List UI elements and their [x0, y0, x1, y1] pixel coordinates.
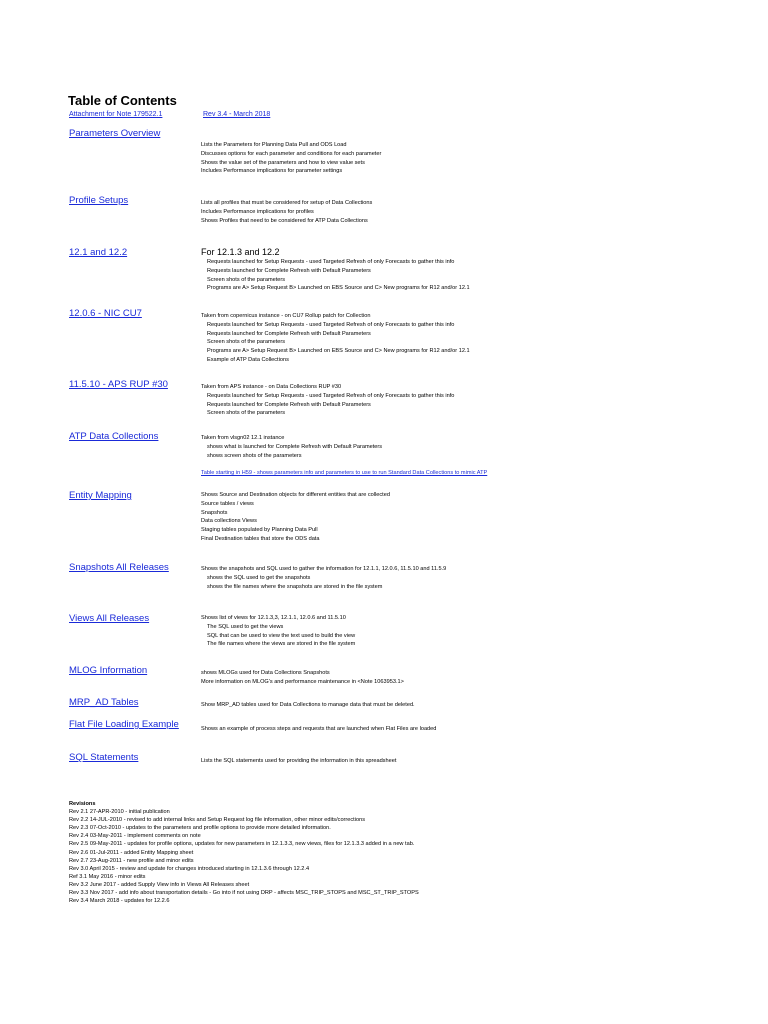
revision-item: Rev 3.2 June 2017 - added Supply View info in Views All Releases sheet — [69, 881, 250, 888]
revisions-title: Revisions — [69, 801, 96, 807]
description-line: Requests launched for Complete Refresh with Default Parameters — [207, 267, 371, 274]
description-line: Shows Profiles that need to be considered for ATP Data Collections — [201, 217, 368, 224]
description-line: Taken from vlsgn02 12.1 instance — [201, 435, 285, 441]
description-line: shows the SQL used to get the snapshots — [207, 574, 311, 581]
description-line: Taken from APS instance - on Data Collections RUP #30 — [201, 384, 342, 390]
description-line: Screen shots of the parameters — [207, 410, 286, 417]
description-line: Shows the snapshots and SQL used to gather the information for 12.1.1, 12.0.6, 11.5.10 and 11.5.9 — [201, 566, 447, 572]
description-line: Shows an example of process steps and requests that are launched when Flat Files are loaded — [201, 726, 437, 732]
description-line: Show MRP_AD tables used for Data Collections to manage data that must be deleted. — [201, 702, 415, 708]
section-link[interactable]: 11.5.10 - APS RUP #30 — [69, 379, 168, 390]
revision-item: Rev 2.6 01-Jul-2011 - added Entity Mapping sheet — [69, 849, 194, 856]
revision-item: Rev 3.3 Nov 2017 - add info about transportation details - Go into if not using DRP - affects MSC_TRIP_STOPS and MSC_ST_TRIP_STOPS — [69, 890, 419, 897]
description-line: Source tables / views — [201, 500, 254, 507]
description-line: Requests launched for Complete Refresh with Default Parameters — [207, 330, 371, 337]
description-line: The file names where the views are stored in the file system — [207, 641, 356, 648]
description-line: Shows list of views for 12.1.3,3, 12.1.1, 12.0.6 and 11.5.10 — [201, 615, 346, 621]
page-title: Table of Contents — [68, 93, 177, 108]
revisions-block — [69, 800, 419, 905]
revision-item: Rev 3.4 March 2018 - updates for 12.2.6 — [69, 898, 170, 905]
section-description — [201, 701, 415, 710]
revision-item: Rev 2.1 27-APR-2010 - initial publication — [69, 809, 170, 816]
section-description — [201, 565, 446, 591]
section-link[interactable]: MLOG Information — [69, 665, 148, 676]
section-description — [201, 725, 436, 734]
description-line: Requests launched for Setup Requests - used Targeted Refresh of only Forecasts to gather this info — [207, 259, 455, 265]
section-link[interactable]: Parameters Overview — [69, 128, 161, 139]
revision-item: Rev 3.0 April 2015 - review and update for changes introduced starting in 12.1.3.6 through 12.2.4 — [69, 865, 310, 872]
description-line: shows screen shots of the parameters — [207, 452, 302, 459]
section-description — [201, 757, 396, 766]
revision-item: Rev 2.2 14-JUL-2010 - revised to add internal links and Setup Request log file information, other minor edits/corrections — [69, 817, 366, 824]
section-description — [201, 491, 390, 544]
section-description — [201, 434, 487, 478]
description-line: Requests launched for Setup Requests - used Targeted Refresh of only Forecasts to gather this info — [207, 392, 455, 399]
description-line: Lists the SQL statements used for providing the information in this spreadsheet — [201, 758, 397, 764]
description-line: Requests launched for Setup Requests - used Targeted Refresh of only Forecasts to gather this info — [207, 321, 455, 328]
section-link[interactable]: 12.1 and 12.2 — [69, 247, 128, 258]
section-link[interactable]: MRP_AD Tables — [69, 697, 139, 708]
section-description — [201, 312, 470, 365]
section-description — [201, 246, 470, 293]
description-line: Staging tables populated by Planning Data Pull — [201, 527, 318, 534]
description-line: Requests launched for Complete Refresh with Default Parameters — [207, 401, 371, 408]
revision-link[interactable]: Rev 3.4 - March 2018 — [203, 111, 271, 118]
section-description — [201, 199, 372, 225]
section-link[interactable]: ATP Data Collections — [69, 431, 159, 442]
revision-item: Ref 3.1 May 2016 - minor edits — [69, 873, 146, 880]
description-line: Data collections Views — [201, 518, 257, 525]
description-line: Snapshots — [201, 509, 228, 516]
section-link[interactable]: Profile Setups — [69, 195, 129, 206]
description-line: Lists all profiles that must be considered for setup of Data Collections — [201, 200, 373, 206]
description-line: The SQL used to get the views — [207, 623, 284, 630]
revision-item: Rev 2.3 07-Oct-2010 - updates to the parameters and profile options to provide more detailed information. — [69, 825, 331, 832]
description-line: Shows Source and Destination objects for different entities that are collected — [201, 492, 390, 498]
description-line: Includes Performance implications for profiles — [201, 208, 314, 215]
revisions-list — [69, 808, 419, 905]
section-link[interactable]: Views All Releases — [69, 613, 150, 624]
section-description — [201, 141, 381, 176]
description-line: SQL that can be used to view the text used to build the view — [207, 632, 356, 639]
description-line: Discusses options for each parameter and conditions for each parameter — [201, 150, 382, 157]
section-link[interactable]: Entity Mapping — [69, 490, 132, 501]
description-line: Shows the value set of the parameters and how to view value sets — [201, 159, 365, 166]
description-line: Programs are A> Setup Request B> Launched on EBS Source and C> New programs for R12 and/or 12.1 — [207, 285, 470, 292]
section-link[interactable]: Flat File Loading Example — [69, 719, 179, 730]
description-line: shows what is launched for Complete Refresh with Default Parameters — [207, 443, 383, 450]
section-link[interactable]: SQL Statements — [69, 752, 139, 763]
description-line: Programs are A> Setup Request B> Launched on EBS Source and C> New programs for R12 and/or 12.1 — [207, 348, 470, 355]
attachment-link[interactable]: Attachment for Note 179522.1 — [69, 111, 163, 118]
description-line: Taken from copernicus instance - on CU7 Rollup patch for Collection — [201, 313, 371, 319]
section-description — [201, 614, 355, 649]
description-line: Lists the Parameters for Planning Data Pull and ODS Load — [201, 142, 347, 148]
revision-item: Rev 2.5 09-May-2011 - updates for profile options, updates for new parameters in 12.1.3.3, new views, files for 12.1.3.3 added in a new tab. — [69, 841, 415, 848]
description-line: More information on MLOG's and performance maintenance in <Note 1063953.1> — [201, 678, 404, 685]
description-line — [201, 460, 487, 469]
description-line: shows MLOGs used for Data Collections Snapshots — [201, 670, 330, 676]
description-line: Screen shots of the parameters — [207, 339, 286, 346]
description-line: Example of ATP Data Collections — [207, 356, 289, 363]
section-link[interactable]: Snapshots All Releases — [69, 562, 169, 573]
description-line: shows the file names where the snapshots are stored in the file system — [207, 583, 383, 590]
section-description — [201, 669, 404, 687]
description-line: Includes Performance implications for parameter settings — [201, 168, 343, 175]
section-description — [201, 383, 454, 418]
description-link[interactable]: Table starting in H59 - shows parameters info and parameters to use to run Standard Data Collections to mimic ATP — [201, 470, 488, 477]
section-link[interactable]: 12.0.6 - NIC CU7 — [69, 308, 142, 319]
revision-item: Rev 2.4 03-May-2011 - implement comments on note — [69, 833, 201, 840]
revision-item: Rev 2.7 23-Aug-2011 - new profile and minor edits — [69, 857, 194, 864]
description-line: For 12.1.3 and 12.2 — [201, 247, 280, 257]
description-line: Final Destination tables that store the ODS data — [201, 535, 320, 542]
description-line: Screen shots of the parameters — [207, 276, 286, 283]
